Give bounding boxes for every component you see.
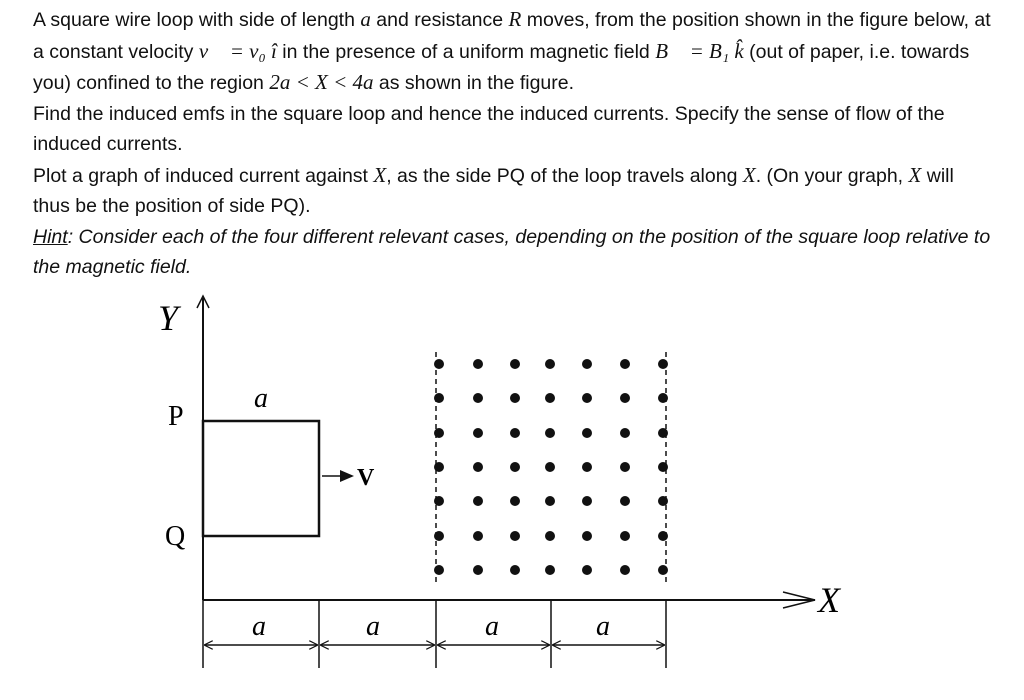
y-axis-label: Y: [158, 298, 179, 338]
field-dot: [582, 462, 592, 472]
field-dot: [434, 531, 444, 541]
hint-text: : Consider each of the four different relevant cases, depending on the position of the square loop relative to the magnetic field.: [33, 225, 991, 278]
text-segment: moves, from the position shown in the figure below, at a constant velocity: [33, 9, 991, 63]
field-dot: [545, 428, 555, 438]
field-dot: [620, 531, 630, 541]
math-field: B⃗ = B₁ k̂: [655, 38, 744, 63]
field-dot: [620, 565, 630, 575]
math-a: a: [360, 7, 371, 31]
field-dot: [473, 565, 483, 575]
math-x: X: [742, 162, 756, 187]
field-dot: [620, 359, 630, 369]
field-dot: [473, 531, 483, 541]
text-segment: will thus be the position of side PQ).: [33, 164, 954, 217]
hint-label: Hint: [33, 225, 68, 248]
field-dot: [510, 462, 520, 472]
math-region: 2a < X < 4a: [269, 70, 374, 94]
x-axis-label: X: [818, 580, 840, 620]
dimension-label-1: a: [252, 611, 266, 642]
text-segment: . (On your graph,: [755, 164, 909, 187]
field-dot: [510, 531, 520, 541]
field-dot: [434, 428, 444, 438]
field-dot: [582, 359, 592, 369]
field-dot: [473, 428, 483, 438]
square-loop: [203, 421, 319, 536]
field-dot: [582, 428, 592, 438]
loop-side-label: a: [254, 383, 268, 414]
text-segment: A square wire loop with side of length: [33, 9, 361, 31]
text-segment: in the presence of a uniform magnetic field: [276, 40, 656, 63]
field-dot: [545, 565, 555, 575]
field-dot: [434, 462, 444, 472]
math-x: X: [908, 162, 922, 187]
field-dot: [510, 496, 520, 506]
math-x: X: [373, 162, 387, 187]
math-velocity: v⃗ = v₀ î: [198, 38, 277, 63]
dimension-label-3: a: [485, 611, 499, 642]
field-dot: [434, 565, 444, 575]
field-dot: [510, 428, 520, 438]
field-dot: [473, 359, 483, 369]
velocity-arrowhead: [340, 470, 354, 482]
magnetic-field-dots: [434, 359, 668, 575]
field-dot: [510, 565, 520, 575]
velocity-label: V: [357, 465, 375, 491]
field-dot: [582, 393, 592, 403]
field-dot: [620, 428, 630, 438]
field-dot: [434, 496, 444, 506]
field-dot: [582, 565, 592, 575]
field-dot: [545, 531, 555, 541]
field-dot: [545, 393, 555, 403]
text-segment: (out of paper, i.e. towards you) confined to the region: [33, 40, 970, 94]
field-dot: [582, 496, 592, 506]
math-resistance: R: [508, 7, 522, 31]
field-dot: [658, 359, 668, 369]
field-dot: [620, 393, 630, 403]
field-dot: [582, 531, 592, 541]
field-dot: [434, 393, 444, 403]
field-dot: [545, 496, 555, 506]
text-segment: , as the side PQ of the loop travels along: [386, 164, 743, 187]
field-dot: [510, 393, 520, 403]
field-dot: [658, 462, 668, 472]
field-dot: [473, 393, 483, 403]
field-dot: [658, 565, 668, 575]
field-dot: [620, 462, 630, 472]
problem-paragraph-2: Find the induced emfs in the square loop and hence the induced currents. Specify the sense of flow of the induced currents.: [33, 102, 945, 155]
dimension-label-4: a: [596, 611, 610, 642]
field-dot: [658, 531, 668, 541]
text-segment: as shown in the figure.: [373, 72, 575, 94]
field-dot: [473, 496, 483, 506]
field-dot: [658, 393, 668, 403]
field-dot: [510, 359, 520, 369]
field-dot: [658, 428, 668, 438]
field-dot: [620, 496, 630, 506]
dimension-label-2: a: [366, 611, 380, 642]
field-dot: [434, 359, 444, 369]
label-p: P: [168, 401, 184, 432]
text-segment: and resistance: [370, 9, 509, 31]
field-dot: [545, 462, 555, 472]
field-dot: [545, 359, 555, 369]
field-dot: [658, 496, 668, 506]
field-dot: [473, 462, 483, 472]
text-segment: Plot a graph of induced current against: [33, 164, 374, 187]
label-q: Q: [165, 521, 186, 552]
